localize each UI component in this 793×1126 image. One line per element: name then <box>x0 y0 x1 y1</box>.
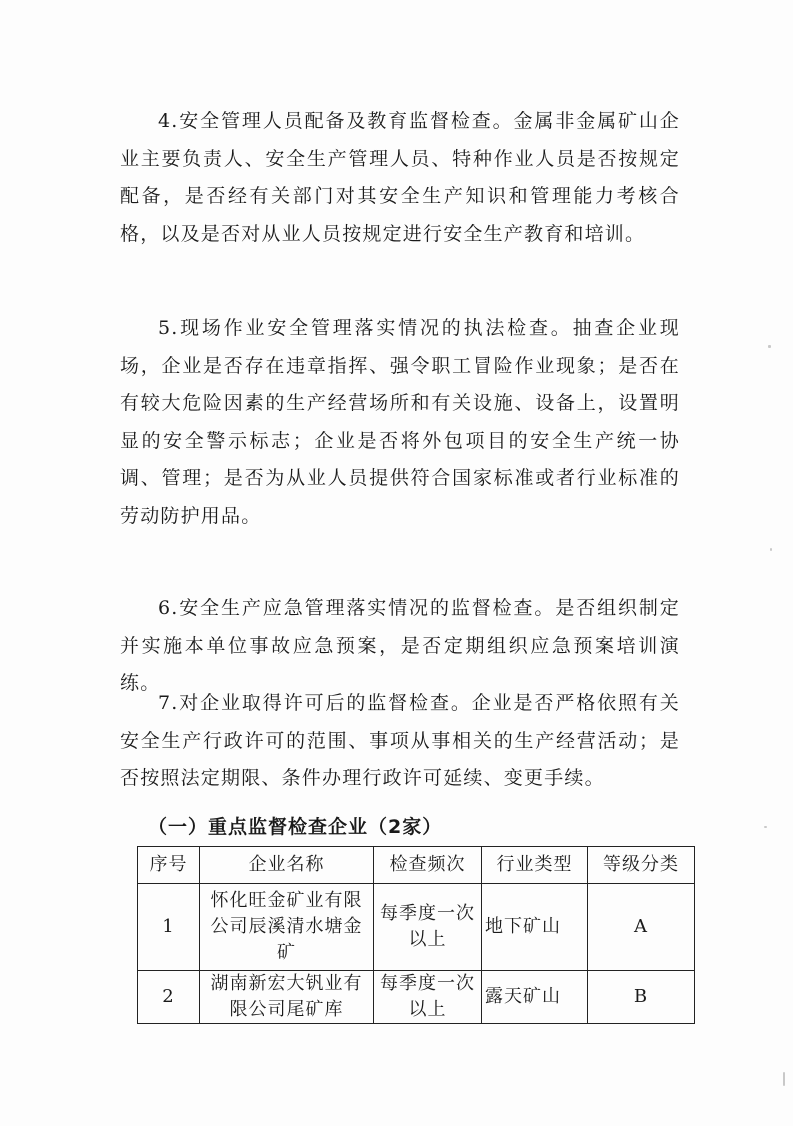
header-grade: 等级分类 <box>588 847 695 884</box>
scan-speck <box>783 1072 785 1086</box>
table-row <box>138 971 695 1024</box>
table-header-row <box>138 847 695 884</box>
cell-industry: 地下矿山 <box>482 884 588 971</box>
section-heading: （一）重点监督检查企业（2家） <box>148 816 443 838</box>
cell-no: 2 <box>138 971 200 1024</box>
header-no: 序号 <box>138 847 200 884</box>
header-name: 企业名称 <box>200 847 374 884</box>
cell-name: 湖南新宏大钒业有限公司尾矿库 <box>200 971 374 1024</box>
scan-speck <box>764 826 767 828</box>
paragraph-license-inspection: 7.对企业取得许可后的监督检查。企业是否严格依照有关安全生产行政许可的范围、事项从事相关的生产经营活动；是否按照法定期限、条件办理行政许可延续、变更手续。 <box>120 692 680 789</box>
cell-grade: A <box>588 884 695 971</box>
cell-no: 1 <box>138 884 200 971</box>
table-row <box>138 884 695 971</box>
cell-frequency: 每季度一次以上 <box>374 971 482 1024</box>
scan-speck <box>770 548 772 551</box>
paragraph-staff-inspection: 4.安全管理人员配备及教育监督检查。金属非金属矿山企业主要负责人、安全生产管理人员、特种作业人员是否按规定配备，是否经有关部门对其安全生产知识和管理能力考核合格，以及是否对从业人员按规定进行安全生产教育和培训。 <box>120 110 680 245</box>
cell-name: 怀化旺金矿业有限公司辰溪清水塘金矿 <box>200 884 374 971</box>
cell-industry: 露天矿山 <box>482 971 588 1024</box>
header-frequency: 检查频次 <box>374 847 482 884</box>
cell-grade: B <box>588 971 695 1024</box>
enterprise-table <box>137 846 695 1024</box>
scan-speck <box>768 345 771 348</box>
cell-frequency: 每季度一次以上 <box>374 884 482 971</box>
header-industry: 行业类型 <box>482 847 588 884</box>
paragraph-emergency-inspection: 6.安全生产应急管理落实情况的监督检查。是否组织制定并实施本单位事故应急预案，是否定期组织应急预案培训演练。 <box>120 597 680 694</box>
paragraph-site-inspection: 5.现场作业安全管理落实情况的执法检查。抽查企业现场，企业是否存在违章指挥、强令职工冒险作业现象；是否在有较大危险因素的生产经营场所和有关设施、设备上，设置明显的安全警示标志；企业是否将外包项目的安全生产统一协调、管理；是否为从业人员提供符合国家标准或者行业标准的劳动防护用品。 <box>120 317 680 527</box>
